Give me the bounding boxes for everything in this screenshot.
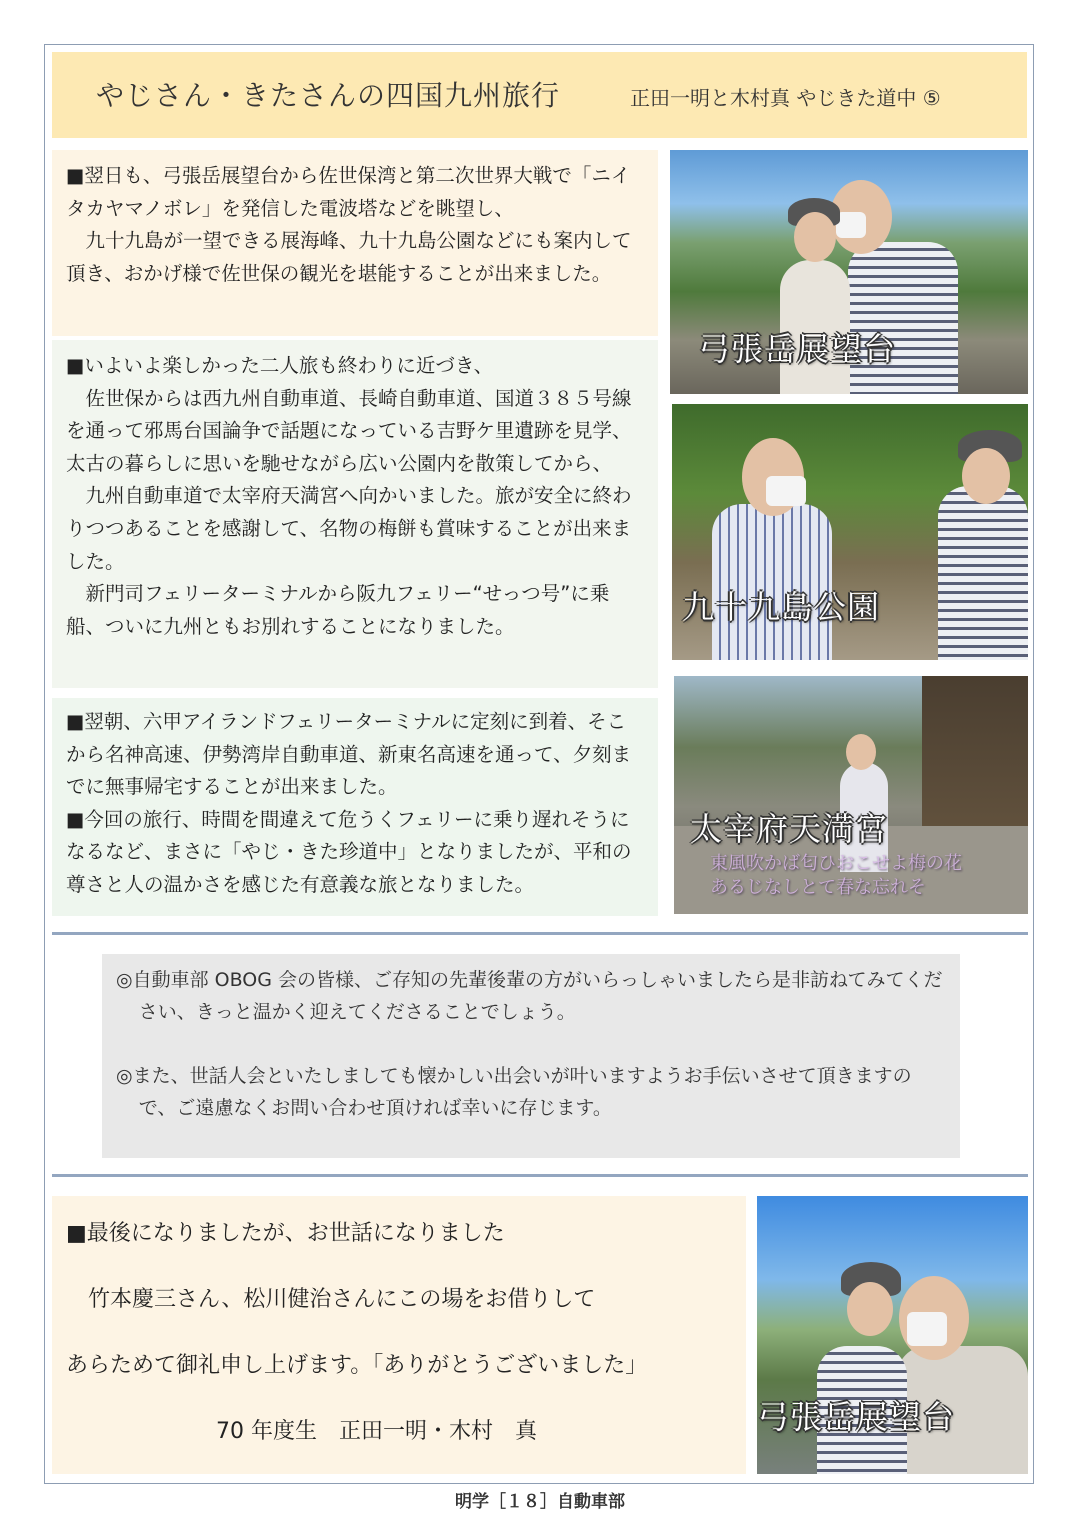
thanks-block [52, 1196, 746, 1474]
person-figure [848, 242, 958, 394]
paragraph: 九十九島が一望できる展海峰、九十九島公園などにも案内して頂き、おかげ様で佐世保の観光を堪能することが出来ました。 [66, 229, 632, 285]
person-head [962, 448, 1010, 504]
paragraph: ■いよいよ楽しかった二人旅も終わりに近づき、 [66, 354, 494, 377]
text-block-day-one [52, 150, 658, 336]
photo-yumiharidake-observatory-2 [757, 1196, 1028, 1474]
thanks-line: あらためて御礼申し上げます。「ありがとうございました」 [66, 1353, 648, 1378]
face-mask [766, 476, 806, 506]
page-title: やじさん・きたさんの四国九州旅行 [96, 79, 561, 112]
photo-yumiharidake-observatory [670, 150, 1028, 394]
paragraph: 佐世保からは西九州自動車道、長崎自動車道、国道３８５号線を通って邪馬台国論争で話題になっている吉野ケ里遺跡を見学、太古の暮らしに思いを馳せながら広い公園内を散策してから、 [66, 386, 632, 475]
title-bar [52, 52, 1027, 138]
photo-caption: 弓張岳展望台 [757, 1398, 956, 1436]
thanks-line: ■最後になりましたが、お世話になりました [66, 1221, 505, 1246]
text-block-return-home [52, 698, 658, 916]
photo-dazaifu-tenmangu [674, 676, 1028, 914]
signature: 70 年度生 正田一明・木村 真 [216, 1419, 537, 1444]
notice-item: ◎自動車部 OBOG 会の皆様、ご存知の先輩後輩の方がいらっしゃいましたら是非訪ねてみてください、きっと温かく迎えてくださることでしょう。 [116, 969, 943, 1023]
poem-overlay [710, 852, 1000, 900]
poem-line: 東風吹かば匂ひおこせよ梅の花 [710, 853, 962, 874]
divider [52, 1174, 1028, 1177]
page-subtitle: 正田一明と木村真 やじきた道中 ⑤ [630, 86, 941, 110]
thanks-line: 竹本慶三さん、松川健治さんにこの場をお借りして [88, 1287, 596, 1312]
text-block-journey-end [52, 340, 658, 688]
notice-box [102, 954, 960, 1158]
paragraph: ■今回の旅行、時間を間違えて危うくフェリーに乗り遅れそうになるなど、まさに「やじ・きた珍道中」となりましたが、平和の尊さと人の温かさを感じた有意義な旅となりました。 [66, 807, 632, 896]
paragraph: 新門司フェリーターミナルから阪九フェリー“せっつ号”に乗船、ついに九州ともお別れすることになりました。 [66, 582, 610, 638]
paragraph: ■翌日も、弓張岳展望台から佐世保湾と第二次世界大戦で「ニイタカヤマノボレ」を発信した電波塔などを眺望し、 [66, 164, 631, 220]
person-figure [938, 486, 1028, 660]
photo-caption: 弓張岳展望台 [698, 330, 897, 368]
paragraph: 九州自動車道で太宰府天満宮へ向かいました。旅が安全に終わりつつあることを感謝して、名物の梅餅も賞味することが出来ました。 [66, 484, 632, 573]
page-footer: 明学［１８］自動車部 [455, 1492, 625, 1512]
divider [52, 932, 1028, 935]
face-mask [836, 212, 866, 238]
photo-kujukushima-park [672, 404, 1028, 660]
photo-caption: 太宰府天満宮 [690, 810, 889, 848]
photo-caption: 九十九島公園 [682, 588, 881, 626]
person-head [794, 212, 836, 262]
poem-line: あるじなしとて春な忘れそ [710, 877, 926, 898]
face-mask [907, 1312, 947, 1346]
paragraph: ■翌朝、六甲アイランドフェリーターミナルに定刻に到着、そこから名神高速、伊勢湾岸自動車道、新東名高速を通って、夕刻までに無事帰宅することが出来ました。 [66, 710, 632, 799]
person-head [846, 734, 876, 770]
notice-item: ◎また、世話人会といたしましても懐かしい出会いが叶いますようお手伝いさせて頂きますので、ご遠慮なくお問い合わせ頂ければ幸いに存じます。 [116, 1065, 912, 1119]
person-head [847, 1282, 893, 1336]
